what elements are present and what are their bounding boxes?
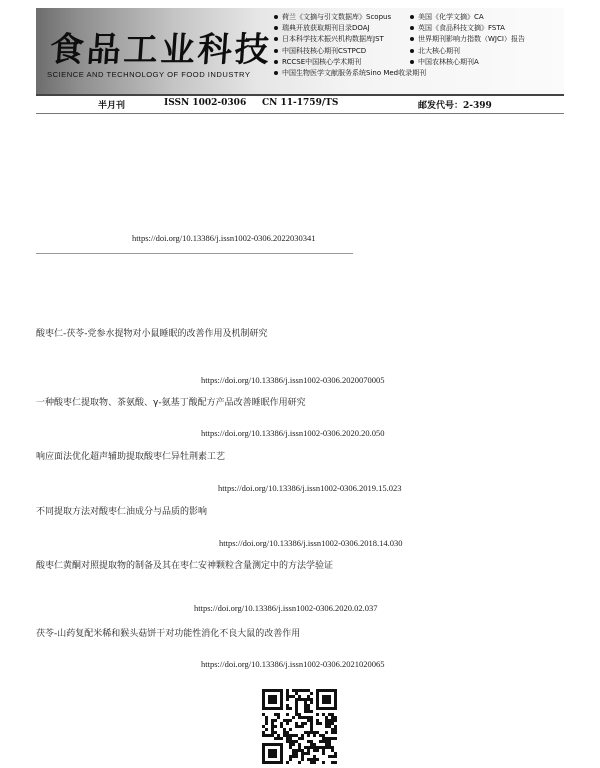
article-doi-link[interactable]: https://doi.org/10.13386/j.issn1002-0306.2020070005 (201, 375, 385, 385)
indexing-item: 中国科技核心期刊CSTPCD (274, 46, 426, 57)
article-title[interactable]: 酸枣仁黄酮对照提取物的制备及其在枣仁安神颗粒含量测定中的方法学验证 (36, 561, 334, 571)
article-title[interactable]: 茯苓-山药复配米稀和猴头菇饼干对功能性消化不良大鼠的改善作用 (36, 629, 301, 639)
journal-title-english: SCIENCE AND TECHNOLOGY OF FOOD INDUSTRY (47, 70, 251, 79)
bullet-icon (410, 37, 414, 41)
bullet-icon (410, 15, 414, 19)
bullet-icon (274, 60, 278, 64)
indexing-item: 美国《化学文摘》CA (410, 12, 525, 23)
article-doi-link[interactable]: https://doi.org/10.13386/j.issn1002-0306.2020.20.050 (201, 428, 385, 438)
indexing-item: 英国《食品科技文摘》FSTA (410, 23, 525, 34)
indexing-item: 中国农林核心期刊A (410, 57, 525, 68)
main-doi-link[interactable]: https://doi.org/10.13386/j.issn1002-0306.2022030341 (132, 233, 316, 243)
article-doi-link[interactable]: https://doi.org/10.13386/j.issn1002-0306.2018.14.030 (219, 538, 403, 548)
journal-title-logo: 食品工业科技 (48, 30, 274, 70)
frequency-label: 半月刊 (98, 101, 126, 111)
indexing-item: 荷兰《文摘与引文数据库》Scopus (274, 12, 426, 23)
bullet-icon (274, 71, 278, 75)
main-doi-divider (36, 253, 353, 254)
bullet-icon (274, 15, 278, 19)
indexing-list-right (410, 12, 525, 68)
indexing-item: 世界期刊影响力指数（WJCI）报告 (410, 34, 525, 45)
banner-divider (36, 94, 564, 96)
publication-info-bar (36, 97, 564, 111)
article-doi-link[interactable]: https://doi.org/10.13386/j.issn1002-0306.2021020065 (201, 659, 385, 669)
article-title[interactable]: 酸枣仁-茯苓-党参水提物对小鼠睡眠的改善作用及机制研究 (36, 329, 268, 339)
bullet-icon (410, 60, 414, 64)
cn-label: CN 11-1759/TS (262, 98, 339, 108)
article-title[interactable]: 一种酸枣仁提取物、茶氨酸、γ-氨基丁酸配方产品改善睡眠作用研究 (36, 398, 306, 408)
qr-code-icon[interactable] (262, 689, 337, 764)
issn-label: ISSN 1002-0306 (164, 98, 247, 108)
bullet-icon (274, 26, 278, 30)
indexing-item: 中国生物医学文献服务系统Sino Med收录期刊 (274, 68, 426, 79)
indexing-list-left (274, 12, 426, 79)
postal-code-label: 邮发代号：2-399 (418, 101, 492, 111)
article-title[interactable]: 不同提取方法对酸枣仁油成分与品质的影响 (36, 507, 208, 517)
article-doi-link[interactable]: https://doi.org/10.13386/j.issn1002-0306.2019.15.023 (218, 483, 402, 493)
indexing-item: 北大核心期刊 (410, 46, 525, 57)
article-doi-link[interactable]: https://doi.org/10.13386/j.issn1002-0306.2020.02.037 (194, 603, 378, 613)
bullet-icon (274, 49, 278, 53)
article-title[interactable]: 响应面法优化超声辅助提取酸枣仁异牡荆素工艺 (36, 452, 226, 462)
indexing-item: 瑞典开放获取期刊目录DOAJ (274, 23, 426, 34)
bullet-icon (274, 37, 278, 41)
bullet-icon (410, 49, 414, 53)
info-bar-divider (36, 113, 564, 114)
indexing-item: RCCSE中国核心学术期刊 (274, 57, 426, 68)
bullet-icon (410, 26, 414, 30)
indexing-item: 日本科学技术振兴机构数据库JST (274, 34, 426, 45)
